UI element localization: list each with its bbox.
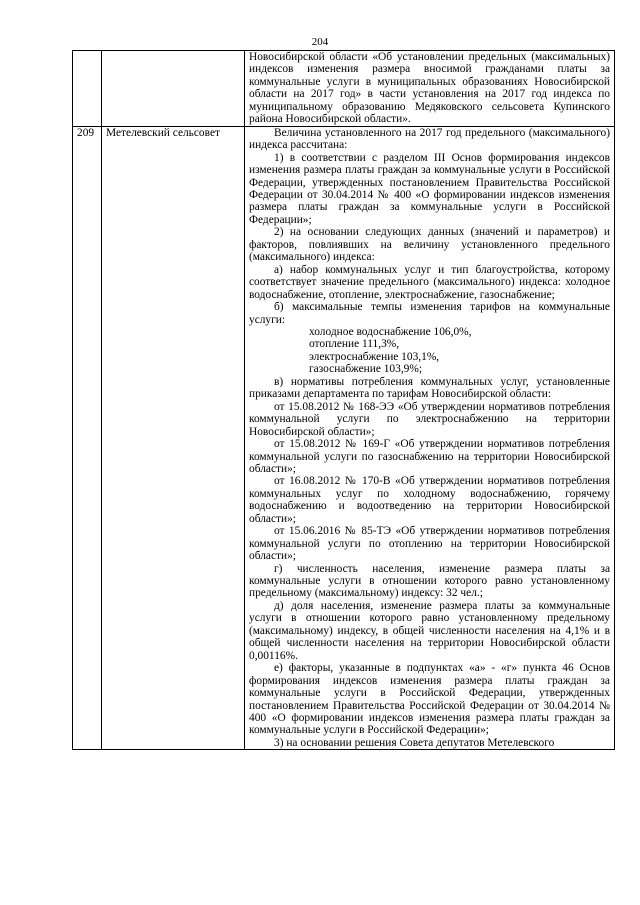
tariff-item: электроснабжение 103,1%, bbox=[309, 350, 440, 363]
description-cell bbox=[245, 51, 615, 127]
paragraph: д) доля населения, изменение размера платы за коммунальные услуги в отношении которого равно установленному предельному (максимальному) индексу, в общей численности населения на 4,1% и в общей численности населения на территории Новосибирской области 0,00116%. bbox=[249, 599, 610, 662]
row-number-cell: 209 bbox=[73, 126, 102, 750]
municipality-cell: Метелевский сельсовет bbox=[102, 126, 245, 750]
paragraph: б) максимальные темпы изменения тарифов на коммунальные услуги: bbox=[249, 301, 610, 326]
municipality-cell bbox=[102, 51, 245, 127]
paragraph: 2) на основании следующих данных (значений и параметров) и факторов, повлиявших на величину установленного предельного (максимального) индекса: bbox=[249, 226, 610, 264]
paragraph: от 16.08.2012 № 170-В «Об утверждении нормативов потребления коммунальных услуг по холодному водоснабжению, горячему водоснабжению и водоотведению на территории Новосибирской области»; bbox=[249, 475, 610, 525]
paragraph: 3) на основании решения Совета депутатов Метелевского bbox=[274, 736, 555, 749]
paragraph: г) численность населения, изменение размера платы за коммунальные услуги в отношении которого равно установленному предельному (максимальному) индексу: 32 чел.; bbox=[249, 562, 610, 600]
tariff-item: газоснабжение 103,9%; bbox=[309, 363, 423, 376]
row-number-cell bbox=[73, 51, 102, 127]
paragraph: Величина установленного на 2017 год предельного (максимального) индекса рассчитана: bbox=[249, 126, 610, 152]
tariff-item: отопление 111,3%, bbox=[309, 338, 400, 351]
paragraph: а) набор коммунальных услуг и тип благоустройства, которому соответствует значение предельного (максимального) индекса: холодное водоснабжение, отопление, электроснабжение, газоснабжение; bbox=[249, 263, 610, 301]
paragraph: е) факторы, указанные в подпунктах «а» - «г» пункта 46 Основ формирования индексов изменения размера платы граждан за коммунальные услуги в Российской Федерации, утвержденных постановлением Правительства Российской Федерации от 30.04.2014 № 400 «О формировании индексов изменения размера платы граждан за коммунальные услуги в Российской Федерации»; bbox=[249, 662, 610, 737]
paragraph: 1) в соответствии с разделом III Основ формирования индексов изменения размера платы граждан за коммунальные услуги в Российской Федерации, утвержденных постановлением Правительства Российской Федерации от 30.04.2014 № 400 «О формировании индексов изменения размера платы граждан за коммунальные услуги в Российской Федерации»; bbox=[249, 151, 610, 226]
table-row bbox=[73, 126, 615, 750]
paragraph: от 15.08.2012 № 168-ЭЭ «Об утверждении нормативов потребления коммунальной услуги по электроснабжению на территории Новосибирской области»; bbox=[249, 400, 610, 438]
paragraph: Новосибирской области «Об установлении предельных (максимальных) индексов изменения размера вносимой гражданами платы за коммунальные услуги в муниципальных образованиях Новосибирской области на 2017 год» в части установления на 2017 год индекса по муниципальному образованию Медяковского сельсовета Купинского района Новосибирской области». bbox=[249, 51, 610, 126]
paragraph: в) нормативы потребления коммунальных услуг, установленные приказами департамента по тарифам Новосибирской области: bbox=[249, 375, 610, 401]
page-number: 204 bbox=[311, 36, 329, 48]
index-table bbox=[72, 50, 615, 750]
tariff-item: холодное водоснабжение 106,0%, bbox=[309, 325, 472, 338]
table-row bbox=[73, 51, 615, 127]
description-cell bbox=[245, 126, 615, 750]
paragraph: от 15.06.2016 № 85-ТЭ «Об утверждении нормативов потребления коммунальной услуги по отоплению на территории Новосибирской области»; bbox=[249, 525, 610, 563]
paragraph: от 15.08.2012 № 169-Г «Об утверждении нормативов потребления коммунальной услуги по газоснабжению на территории Новосибирской области»; bbox=[249, 438, 610, 475]
